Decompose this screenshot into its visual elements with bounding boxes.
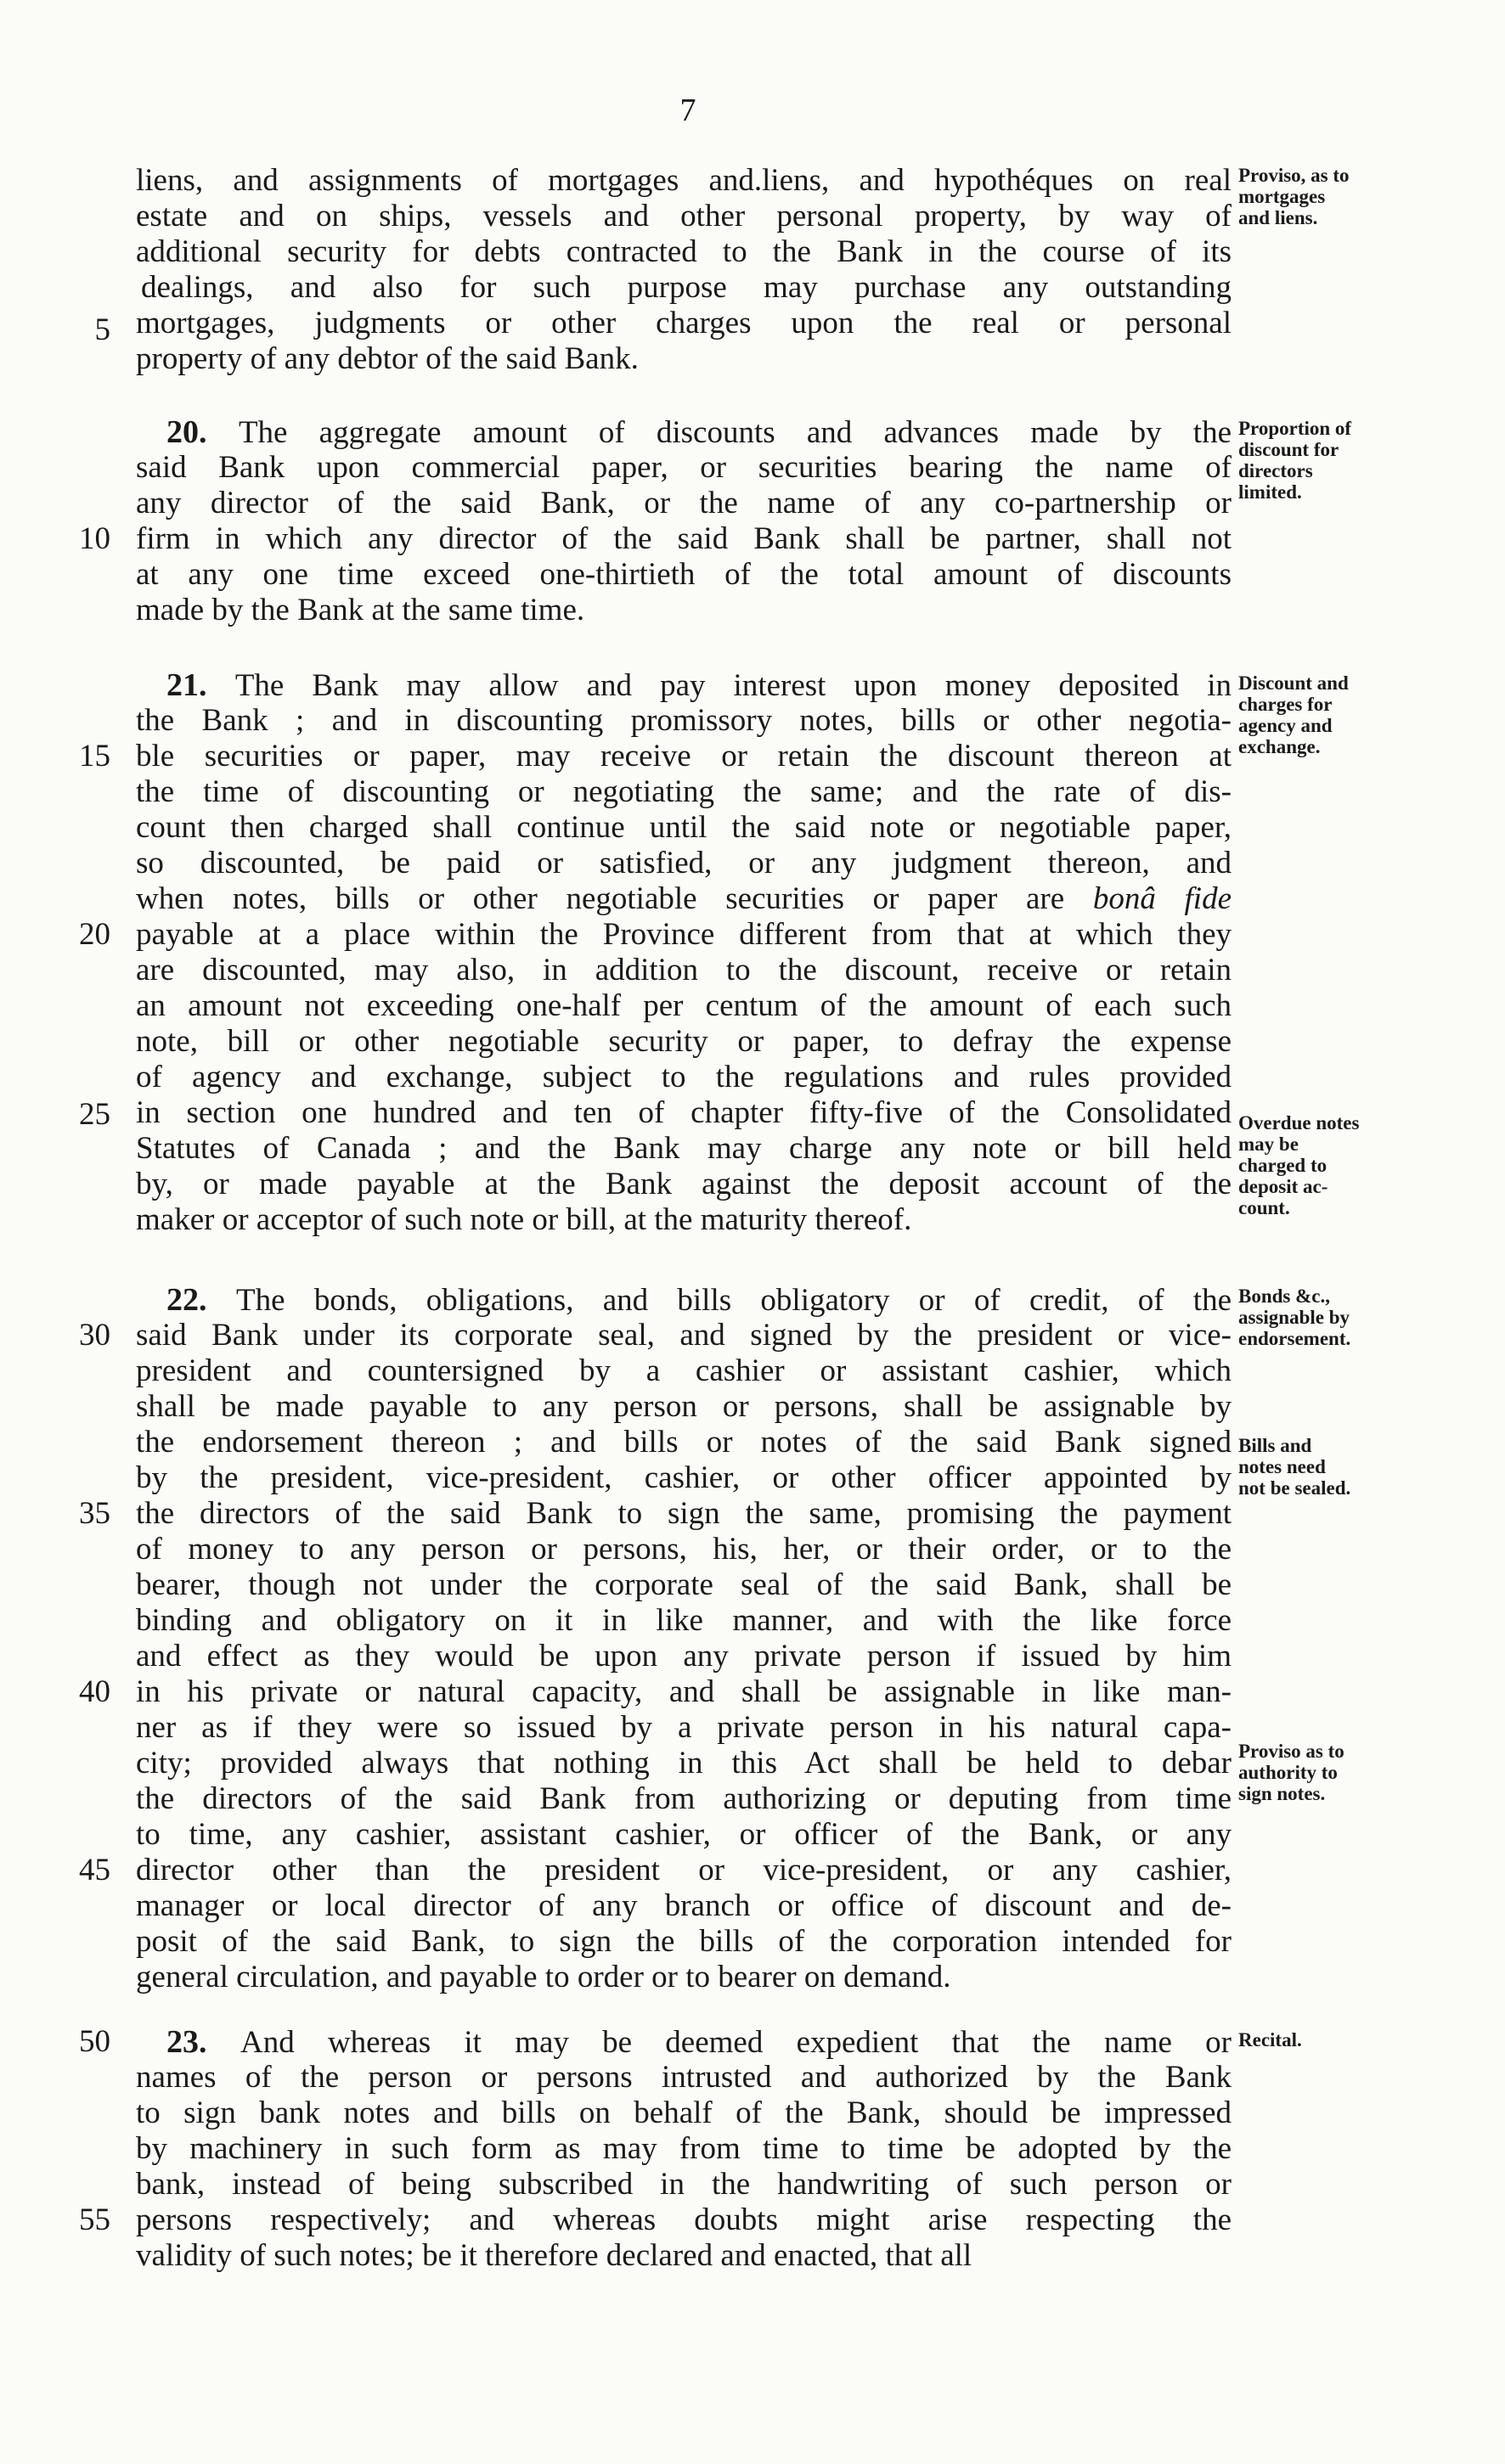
margin-note-line: Recital.	[1238, 2029, 1302, 2051]
line-text: by machinery in such form as may from time to time be adopted by the	[136, 2131, 1232, 2166]
text-line	[136, 1202, 1232, 1238]
text-line	[136, 1353, 1232, 1389]
text-line	[136, 1960, 1232, 1995]
line-text: the endorsement thereon ; and bills or notes of the said Bank signed	[136, 1425, 1232, 1460]
margin-note-line: assignable by	[1238, 1307, 1350, 1328]
margin-note-line: Proviso, as to	[1238, 165, 1350, 186]
line-text: additional security for debts contracted to the Bank in the course of its	[136, 234, 1232, 269]
line-number: 10	[79, 521, 110, 556]
margin-note-line: Proviso as to	[1238, 1741, 1344, 1762]
line-text: maker or acceptor of such note or bill, at the maturity thereof.	[136, 1202, 912, 1237]
text-line	[136, 486, 1232, 521]
section-number: 22.	[166, 1282, 237, 1318]
line-text: estate and on ships, vessels and other personal property, by way of	[136, 199, 1232, 233]
text-line	[136, 163, 1232, 199]
margin-note-proviso-mortgages	[1238, 165, 1493, 228]
line-text: so discounted, be paid or satisfied, or any judgment thereon, and	[136, 846, 1232, 880]
text-line	[136, 1603, 1232, 1639]
line-text: any director of the said Bank, or the name of any co-partnership or	[136, 486, 1232, 520]
margin-note-overdue-notes	[1238, 1112, 1493, 1218]
line-number: 15	[79, 739, 110, 774]
line-text: manager or local director of any branch or office of discount and de-	[136, 1888, 1232, 1923]
text-line	[136, 1425, 1232, 1460]
text-line	[136, 521, 1232, 557]
line-text: mortgages, judgments or other charges upon the real or personal	[136, 306, 1232, 340]
text-line	[136, 2096, 1232, 2131]
section-number: 23.	[166, 2024, 240, 2060]
text-line	[136, 988, 1232, 1024]
line-number: 30	[79, 1318, 110, 1353]
text-line	[136, 306, 1232, 341]
line-number: 45	[79, 1853, 110, 1887]
text-line	[136, 593, 1232, 628]
line-text: posit of the said Bank, to sign the bills of the corporation intended for	[136, 1924, 1232, 1959]
section-number: 20.	[166, 414, 239, 450]
line-text: liens, and assignments of mortgages and.liens, and hypothéques on real	[136, 163, 1232, 198]
text-line	[136, 2131, 1232, 2167]
line-text: note, bill or other negotiable security or paper, to defray the expense	[136, 1024, 1232, 1059]
text-line	[136, 667, 1232, 703]
paragraph-sec21	[136, 667, 1232, 1238]
line-text: city; provided always that nothing in this Act shall be held to debar	[136, 1746, 1232, 1780]
text-line	[136, 1746, 1232, 1781]
margin-note-line: mortgages	[1238, 186, 1326, 207]
line-text: The Bank may allow and pay interest upon money deposited in	[234, 668, 1232, 703]
text-line	[136, 2167, 1232, 2202]
line-text: said Bank upon commercial paper, or securities bearing the name of	[136, 450, 1232, 485]
text-line	[136, 774, 1232, 810]
text-line	[136, 1639, 1232, 1674]
margin-note-line: not be sealed.	[1238, 1477, 1351, 1499]
line-text: are discounted, may also, in addition to the discount, receive or retain	[136, 953, 1232, 987]
line-text: made by the Bank at the same time.	[136, 593, 585, 627]
text-line	[136, 2238, 1232, 2274]
line-text: of agency and exchange, subject to the regulations and rules provided	[136, 1060, 1232, 1094]
line-text: when notes, bills or other negotiable securities or paper are bonâ fide	[136, 881, 1232, 916]
text-line	[136, 234, 1232, 270]
text-line	[136, 1710, 1232, 1746]
line-text: the directors of the said Bank from authorizing or deputing from time	[136, 1781, 1232, 1816]
line-text: ner as if they were so issued by a private person in his natural capa-	[136, 1710, 1232, 1745]
line-number: 55	[79, 2202, 110, 2237]
margin-note-line: Proportion of	[1238, 418, 1352, 439]
line-number: 50	[79, 2024, 110, 2059]
line-text: The aggregate amount of discounts and advances made by the	[238, 415, 1232, 450]
text-line	[136, 1532, 1232, 1567]
margin-note-line: discount for	[1238, 439, 1339, 460]
line-text: at any one time exceed one-thirtieth of the total amount of discounts	[136, 557, 1232, 592]
line-text: an amount not exceeding one-half per centum of the amount of each such	[136, 988, 1232, 1023]
page-number: 7	[679, 93, 696, 128]
line-number: 35	[79, 1496, 110, 1531]
italic-phrase: bonâ fide	[1092, 881, 1232, 916]
margin-note-bonds-assignable	[1238, 1285, 1493, 1349]
text-line	[136, 1924, 1232, 1960]
margin-note-line: endorsement.	[1238, 1328, 1351, 1349]
line-text: count then charged shall continue until the said note or negotiable paper,	[136, 810, 1232, 845]
margin-note-bills-not-sealed	[1238, 1435, 1493, 1499]
line-text: the directors of the said Bank to sign the same, promising the payment	[136, 1496, 1232, 1531]
line-text: by the president, vice-president, cashier, or other officer appointed by	[136, 1460, 1232, 1495]
text-line	[136, 1674, 1232, 1710]
text-line	[136, 199, 1232, 234]
text-line	[136, 881, 1232, 917]
text-line	[136, 1131, 1232, 1167]
text-line	[136, 953, 1232, 988]
line-text: And whereas it may be deemed expedient that the name or	[240, 2025, 1232, 2060]
line-text: by, or made payable at the Bank against the deposit account of the	[136, 1167, 1232, 1201]
margin-note-line: Bills and	[1238, 1435, 1312, 1456]
text-line	[136, 1496, 1232, 1532]
text-line	[136, 341, 1232, 377]
line-text: ble securities or paper, may receive or retain the discount thereon at	[136, 739, 1232, 774]
line-text: dealings, and also for such purpose may purchase any outstanding	[141, 270, 1232, 305]
line-text: persons respectively; and whereas doubts might arise respecting the	[136, 2202, 1232, 2237]
text-line	[136, 810, 1232, 846]
text-line	[136, 1060, 1232, 1095]
paragraph-sec23	[136, 2024, 1232, 2274]
text-line	[136, 2024, 1232, 2060]
paragraph-sec19-cont	[136, 163, 1232, 377]
text-line	[136, 450, 1232, 486]
line-text: in his private or natural capacity, and shall be assignable in like man-	[136, 1674, 1232, 1709]
margin-note-line: count.	[1238, 1197, 1290, 1218]
line-text: said Bank under its corporate seal, and signed by the president or vice-	[136, 1318, 1232, 1353]
text-line	[136, 703, 1232, 739]
text-line	[136, 2202, 1232, 2238]
line-number: 5	[94, 312, 110, 347]
paragraph-sec22	[136, 1282, 1232, 1995]
margin-note-line: exchange.	[1238, 736, 1321, 757]
text-line	[136, 1888, 1232, 1924]
line-text: to time, any cashier, assistant cashier, or officer of the Bank, or any	[136, 1817, 1232, 1852]
line-text: director other than the president or vice-president, or any cashier,	[136, 1853, 1232, 1887]
margin-note-line: may be	[1238, 1134, 1299, 1155]
margin-note-line: agency and	[1238, 715, 1333, 736]
text-line	[136, 846, 1232, 881]
line-text: shall be made payable to any person or persons, shall be assignable by	[136, 1389, 1232, 1424]
line-text: to sign bank notes and bills on behalf of the Bank, should be impressed	[136, 2096, 1232, 2130]
line-text: payable at a place within the Province different from that at which they	[136, 917, 1232, 952]
line-text: in section one hundred and ten of chapter fifty-five of the Consolidated	[136, 1095, 1232, 1130]
line-number: 20	[79, 917, 110, 952]
text-line	[136, 557, 1232, 593]
text-line	[136, 917, 1232, 953]
line-text: bearer, though not under the corporate seal of the said Bank, shall be	[136, 1567, 1232, 1602]
paragraph-sec20	[136, 414, 1232, 628]
margin-note-proportion-discount	[1238, 418, 1493, 503]
text-line	[136, 1389, 1232, 1425]
margin-note-line: and liens.	[1238, 207, 1318, 228]
text-line	[136, 1167, 1232, 1202]
text-line	[136, 1853, 1232, 1888]
line-text: firm in which any director of the said Bank shall be partner, shall not	[136, 521, 1232, 556]
margin-note-line: authority to	[1238, 1762, 1338, 1783]
line-text: of money to any person or persons, his, her, or their order, or to the	[136, 1532, 1232, 1567]
line-text: names of the person or persons intrusted and authorized by the Bank	[136, 2060, 1232, 2095]
line-number: 25	[79, 1097, 110, 1132]
margin-note-line: sign notes.	[1238, 1783, 1326, 1804]
line-text: property of any debtor of the said Bank.	[136, 341, 639, 376]
line-text: Statutes of Canada ; and the Bank may charge any note or bill held	[136, 1131, 1232, 1166]
line-text: general circulation, and payable to order or to bearer on demand.	[136, 1960, 951, 1994]
margin-note-line: charges for	[1238, 694, 1333, 715]
margin-note-discount-charges	[1238, 672, 1493, 757]
line-text: bank, instead of being subscribed in the handwriting of such person or	[136, 2167, 1232, 2202]
margin-note-line: limited.	[1238, 481, 1302, 503]
margin-note-line: Discount and	[1238, 672, 1349, 694]
text-line	[136, 1781, 1232, 1817]
line-text: The bonds, obligations, and bills obligatory or of credit, of the	[236, 1283, 1232, 1318]
margin-note-line: deposit ac-	[1238, 1176, 1328, 1197]
line-number: 40	[79, 1674, 110, 1709]
line-text: president and countersigned by a cashier or assistant cashier, which	[136, 1353, 1232, 1388]
margin-note-line: charged to	[1238, 1155, 1327, 1176]
text-line	[136, 1817, 1232, 1853]
margin-note-line: Overdue notes	[1238, 1112, 1360, 1134]
text-line	[136, 2060, 1232, 2096]
margin-note-line: directors	[1238, 460, 1313, 481]
margin-note-line: notes need	[1238, 1456, 1326, 1477]
line-text: and effect as they would be upon any private person if issued by him	[136, 1639, 1232, 1674]
text-line	[136, 414, 1232, 450]
margin-note-line: Bonds &c.,	[1238, 1285, 1330, 1307]
line-text: the Bank ; and in discounting promissory notes, bills or other negotia-	[136, 703, 1232, 738]
text-line	[136, 1460, 1232, 1496]
text-line	[136, 270, 1232, 306]
text-line	[136, 1282, 1232, 1318]
text-line	[136, 1567, 1232, 1603]
text-line	[136, 1024, 1232, 1060]
section-number: 21.	[166, 667, 235, 703]
line-text: binding and obligatory on it in like manner, and with the like force	[136, 1603, 1232, 1638]
text-line	[136, 739, 1232, 774]
margin-note-proviso-sign-notes	[1238, 1741, 1493, 1804]
margin-note-recital	[1238, 2029, 1493, 2051]
line-text: validity of such notes; be it therefore declared and enacted, that all	[136, 2238, 972, 2273]
text-line	[136, 1095, 1232, 1131]
text-line	[136, 1318, 1232, 1353]
line-text: the time of discounting or negotiating the same; and the rate of dis-	[136, 774, 1232, 809]
